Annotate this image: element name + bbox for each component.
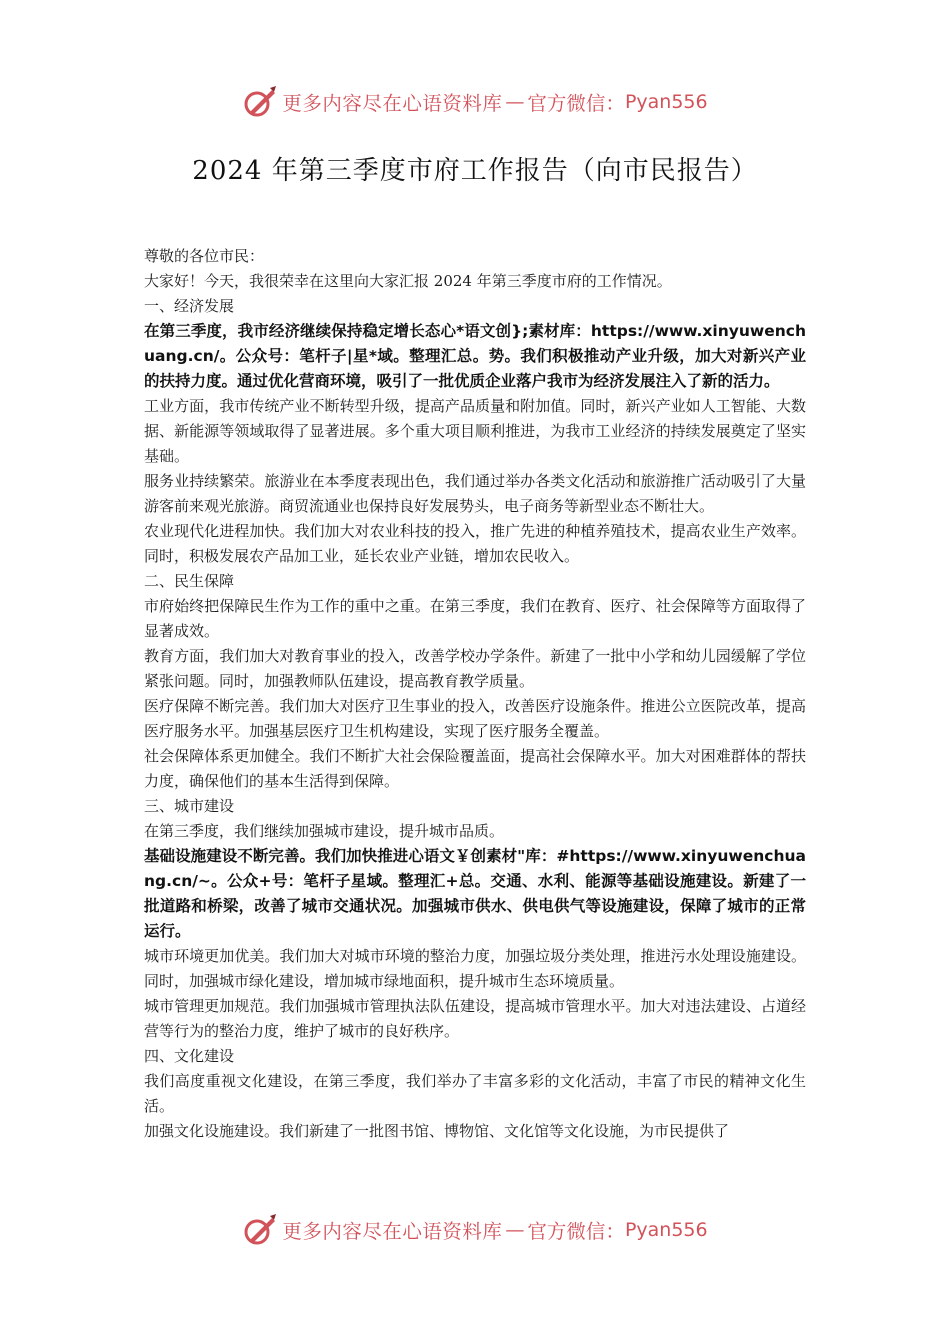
paragraph-urban-overview: 在第三季度，我们继续加强城市建设，提升城市品质。 xyxy=(144,822,505,840)
quill-logo-icon xyxy=(242,1212,278,1248)
paragraph-social-security: 社会保障体系更加健全。我们不断扩大社会保险覆盖面，提高社会保障水平。加大对困难群体的帮扶力度，确保他们的基本生活得到保障。 xyxy=(144,747,806,790)
watermark-wechat-label: 官方微信： xyxy=(527,92,625,115)
watermark-banner-bottom xyxy=(0,1208,950,1252)
paragraph-industry: 工业方面，我市传统产业不断转型升级，提高产品质量和附加值。同时，新兴产业如人工智能、大数据、新能源等领域取得了显著进展。多个重大项目顺利推进，为我市工业经济的持续发展奠定了坚实基础。 xyxy=(144,397,806,465)
paragraph-education: 教育方面，我们加大对教育事业的投入，改善学校办学条件。新建了一批中小学和幼儿园缓解了学位紧张问题。同时，加强教师队伍建设，提高教育教学质量。 xyxy=(144,647,806,690)
paragraph-environment: 城市环境更加优美。我们加大对城市环境的整治力度，加强垃圾分类处理，推进污水处理设施建设。同时，加强城市绿化建设，增加城市绿地面积，提升城市生态环境质量。 xyxy=(144,947,806,990)
paragraph-infrastructure: 基础设施建设不断完善。我们加快推进心语文￥创素材"库：#https://www.xinyuwenchuang.cn/~。公众+号：笔杆子星域。整理汇+总。交通、水利、能源等基础设施建设。新建了一批道路和桥梁，改善了城市交通状况。加强城市供水、供电供气等设施建设，保障了城市的正常运行。 xyxy=(144,847,806,940)
document-title: 2024 年第三季度市府工作报告（向市民报告） xyxy=(192,156,758,186)
watermark-site-text: 更多内容尽在心语资料库 xyxy=(282,92,503,115)
watermark-wechat-id: Pyan556 xyxy=(624,1219,708,1241)
paragraph-urban-management: 城市管理更加规范。我们加强城市管理执法队伍建设，提高城市管理水平。加大对违法建设、占道经营等行为的整治力度，维护了城市的良好秩序。 xyxy=(144,997,806,1040)
quill-logo-icon xyxy=(242,84,278,120)
watermark-site-text: 更多内容尽在心语资料库 xyxy=(282,1220,503,1243)
watermark-separator: — xyxy=(505,91,525,113)
salutation: 尊敬的各位市民： xyxy=(144,247,265,265)
watermark-wechat-label: 官方微信： xyxy=(527,1220,625,1243)
document-body xyxy=(144,244,806,1144)
opening-paragraph: 大家好！今天，我很荣幸在这里向大家汇报 2024 年第三季度市府的工作情况。 xyxy=(144,272,672,290)
paragraph-healthcare: 医疗保障不断完善。我们加大对医疗卫生事业的投入，改善医疗设施条件。推进公立医院改革，提高医疗服务水平。加强基层医疗卫生机构建设，实现了医疗服务全覆盖。 xyxy=(144,697,806,740)
paragraph-economy-overview: 在第三季度，我市经济继续保持稳定增长态心*语文创};素材库：https://www.xinyuwenchuang.cn/。公众号：笔杆子|星*域。整理汇总。势。我们积极推动产业升级，加大对新兴产业的扶持力度。通过优化营商环境，吸引了一批优质企业落户我市为经济发展注入了新的活力。 xyxy=(144,322,806,390)
watermark-banner-top xyxy=(0,80,950,124)
paragraph-culture-overview: 我们高度重视文化建设，在第三季度，我们举办了丰富多彩的文化活动，丰富了市民的精神文化生活。 xyxy=(144,1072,806,1115)
watermark-wechat-id: Pyan556 xyxy=(624,91,708,113)
watermark-separator: — xyxy=(505,1219,525,1241)
section-heading-livelihood: 二、民生保障 xyxy=(144,572,235,590)
paragraph-livelihood-overview: 市府始终把保障民生作为工作的重中之重。在第三季度，我们在教育、医疗、社会保障等方面取得了显著成效。 xyxy=(144,597,806,640)
section-heading-economy: 一、经济发展 xyxy=(144,297,235,315)
paragraph-services: 服务业持续繁荣。旅游业在本季度表现出色，我们通过举办各类文化活动和旅游推广活动吸引了大量游客前来观光旅游。商贸流通业也保持良好发展势头，电子商务等新型业态不断壮大。 xyxy=(144,472,806,515)
paragraph-culture-facilities: 加强文化设施建设。我们新建了一批图书馆、博物馆、文化馆等文化设施，为市民提供了 xyxy=(144,1122,730,1140)
section-heading-culture: 四、文化建设 xyxy=(144,1047,235,1065)
paragraph-agriculture: 农业现代化进程加快。我们加大对农业科技的投入，推广先进的种植养殖技术，提高农业生产效率。同时，积极发展农产品加工业，延长农业产业链，增加农民收入。 xyxy=(144,522,806,565)
section-heading-urban: 三、城市建设 xyxy=(144,797,235,815)
